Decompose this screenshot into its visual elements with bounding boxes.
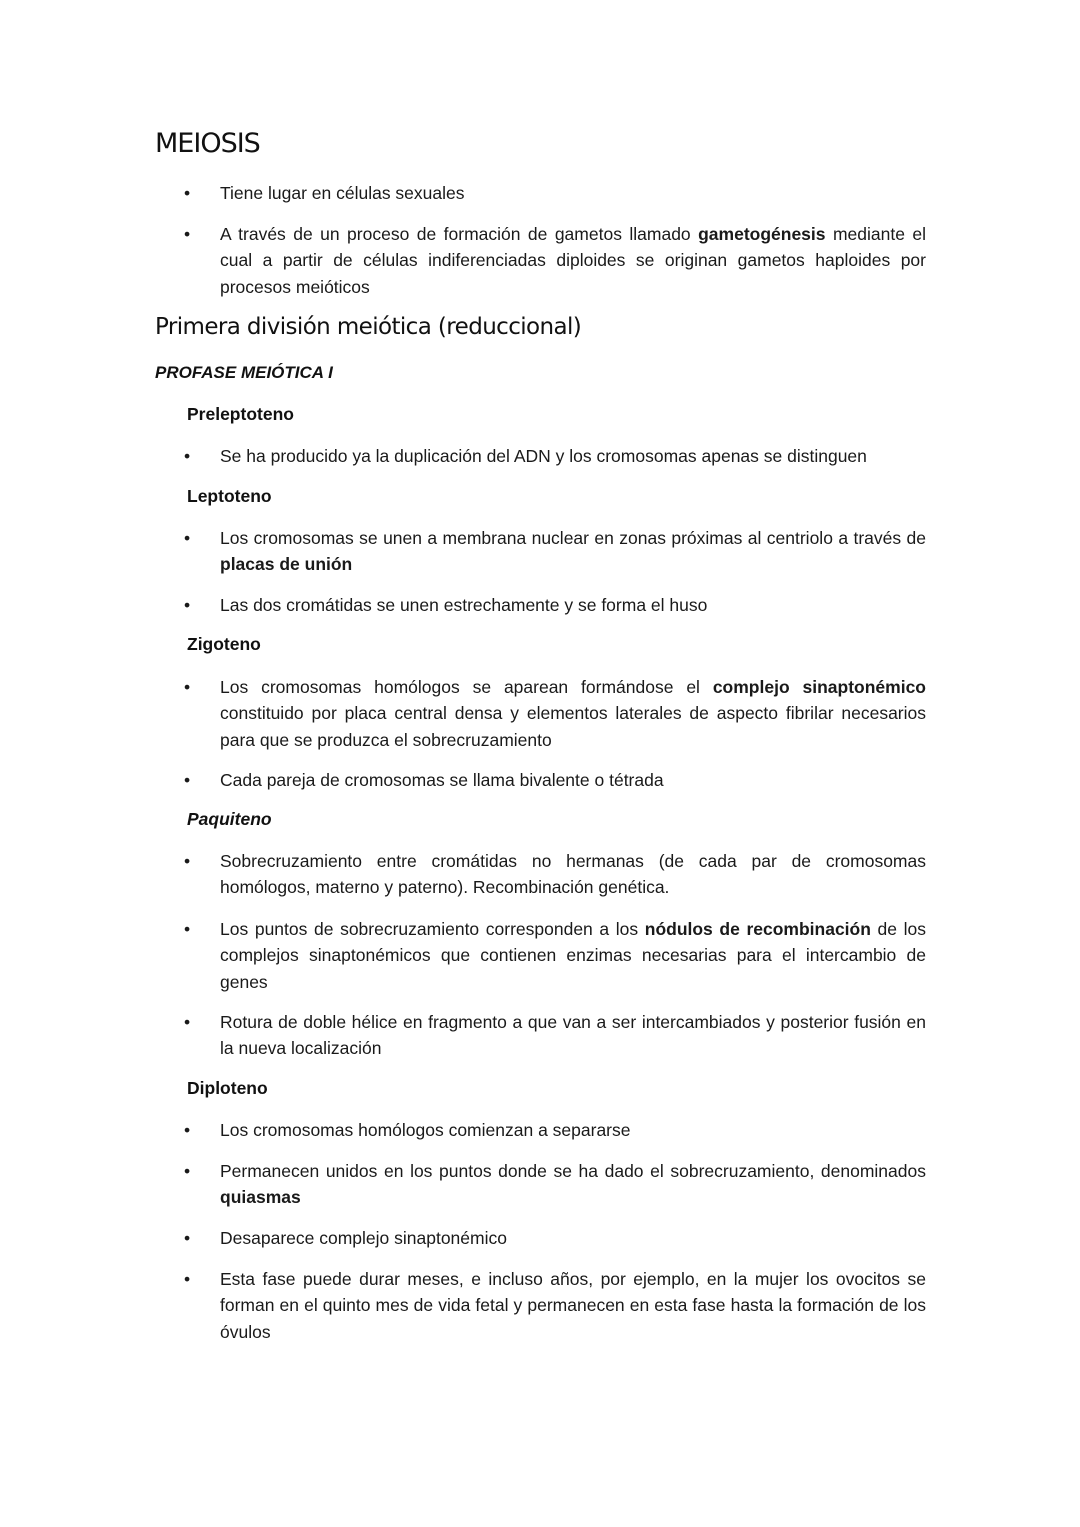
bullet-icon: • xyxy=(184,677,191,697)
bullet-icon: • xyxy=(184,1012,191,1032)
page-title: MEIOSIS xyxy=(155,128,260,159)
list-item: Se ha producido ya la duplicación del ADN y los cromosomas apenas se distinguen xyxy=(220,446,867,466)
list-item: Desaparece complejo sinaptonémico xyxy=(220,1228,507,1248)
list-item: Cada pareja de cromosomas se llama bivalente o tétrada xyxy=(220,770,664,790)
phase-heading-preleptoteno: Preleptoteno xyxy=(187,404,294,424)
bullet-icon: • xyxy=(184,183,191,203)
phase-heading-paquiteno: Paquiteno xyxy=(187,809,272,829)
bullet-icon: • xyxy=(184,446,191,466)
phase-heading-zigoteno: Zigoteno xyxy=(187,634,261,654)
bullet-icon: • xyxy=(184,595,191,615)
bullet-icon: • xyxy=(184,1269,191,1289)
subsection-title: PROFASE MEIÓTICA I xyxy=(155,363,333,382)
bullet-icon: • xyxy=(184,1228,191,1248)
phase-heading-leptoteno: Leptoteno xyxy=(187,486,272,506)
bullet-icon: • xyxy=(184,919,191,939)
bullet-icon: • xyxy=(184,528,191,548)
bullet-icon: • xyxy=(184,851,191,871)
list-item: Los cromosomas se unen a membrana nuclear en zonas próximas al centriolo a través de placas de unión xyxy=(220,528,926,575)
list-item: Esta fase puede durar meses, e incluso años, por ejemplo, en la mujer los ovocitos se forman en el quinto mes de vida fetal y permanecen en esta fase hasta la formación de los óvulos xyxy=(220,1269,926,1342)
bullet-icon: • xyxy=(184,770,191,790)
list-item: Los puntos de sobrecruzamiento corresponden a los nódulos de recombinación de los complejos sinaptonémicos que contienen enzimas necesarias para el intercambio de genes xyxy=(220,919,926,992)
list-item: Las dos cromátidas se unen estrechamente y se forma el huso xyxy=(220,595,708,615)
bullet-icon: • xyxy=(184,1161,191,1181)
intro-item: A través de un proceso de formación de gametos llamado gametogénesis mediante el cual a partir de células indiferenciadas diploides se originan gametos haploides por procesos meióticos xyxy=(220,224,927,297)
list-item: Los cromosomas homólogos se aparean formándose el complejo sinaptonémico constituido por placa central densa y elementos laterales de aspecto fibrilar necesarios para que se produzca el sobrecruzamiento xyxy=(220,677,926,750)
bullet-icon: • xyxy=(184,224,191,244)
intro-item: Tiene lugar en células sexuales xyxy=(220,183,465,203)
list-item: Permanecen unidos en los puntos donde se ha dado el sobrecruzamiento, denominados quiasmas xyxy=(220,1161,926,1208)
list-item: Sobrecruzamiento entre cromátidas no hermanas (de cada par de cromosomas homólogos, materno y paterno). Recombinación genética. xyxy=(220,851,926,898)
list-item: Rotura de doble hélice en fragmento a que van a ser intercambiados y posterior fusión en la nueva localización xyxy=(220,1012,926,1059)
bullet-icon: • xyxy=(184,1120,191,1140)
list-item: Los cromosomas homólogos comienzan a separarse xyxy=(220,1120,631,1140)
phase-heading-diploteno: Diploteno xyxy=(187,1078,268,1098)
section-title: Primera división meiótica (reduccional) xyxy=(155,314,582,340)
